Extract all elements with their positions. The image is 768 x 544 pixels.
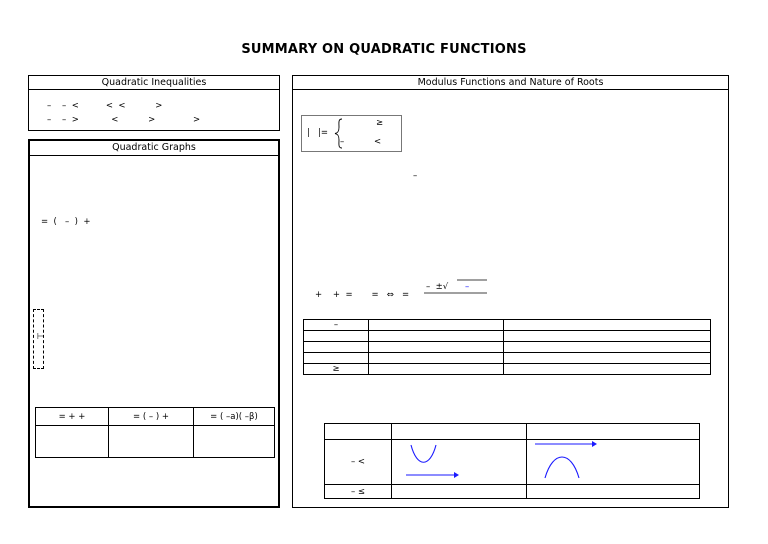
roots-row-5-col-1: ≥ xyxy=(304,364,369,375)
lone-dash: – xyxy=(413,171,418,181)
roots-row-2-col-1 xyxy=(304,331,369,342)
roots-row-4-col-1 xyxy=(304,353,369,364)
upward-parabola-icon xyxy=(392,440,526,484)
modulus-panel xyxy=(292,75,729,508)
roots-row-5-col-2 xyxy=(369,364,504,375)
roots-row-2-col-2 xyxy=(369,331,504,342)
shape-row-2-col-2 xyxy=(392,485,527,499)
piecewise-box xyxy=(301,115,402,152)
graphs-panel xyxy=(28,139,280,508)
form-cell-factored xyxy=(194,426,275,458)
shape-row-2-label: – ≤ xyxy=(325,485,392,499)
shape-row-1-upward xyxy=(392,440,527,485)
vertex-form-text: = ( – ) + xyxy=(41,217,91,227)
page-title: SUMMARY ON QUADRATIC FUNCTIONS xyxy=(241,42,527,57)
inequality-line-2: – – > < > > xyxy=(47,115,201,125)
piecewise-case-2: – < xyxy=(340,137,382,147)
shape-row-2-col-3 xyxy=(527,485,700,499)
shape-row-1-downward xyxy=(527,440,700,485)
roots-row-1-col-3 xyxy=(504,320,711,331)
shape-header-3 xyxy=(527,424,700,440)
roots-row-3-col-2 xyxy=(369,342,504,353)
roots-row-1-col-1: – xyxy=(304,320,369,331)
graph-forms-table xyxy=(35,407,275,458)
roots-row-4-col-3 xyxy=(504,353,711,364)
form-cell-general xyxy=(36,426,109,458)
inequalities-heading: Quadratic Inequalities xyxy=(29,76,279,90)
dashed-bracket-box xyxy=(33,309,44,369)
roots-row-3-col-1 xyxy=(304,342,369,353)
piecewise-case-1: ≥ xyxy=(376,118,384,128)
curve-shape-table xyxy=(324,423,700,499)
modulus-heading: Modulus Functions and Nature of Roots xyxy=(293,76,728,90)
form-header-vertex: = ( – ) + xyxy=(109,408,194,426)
form-cell-vertex xyxy=(109,426,194,458)
quadratic-equation-text: + + = = ⇔ = xyxy=(315,290,410,300)
form-header-factored: = ( –a)( –β) xyxy=(194,408,275,426)
formula-fraction-bar xyxy=(423,279,488,295)
shape-header-2 xyxy=(392,424,527,440)
form-header-general: = + + xyxy=(36,408,109,426)
roots-row-5-col-3 xyxy=(504,364,711,375)
inequalities-panel xyxy=(28,75,280,131)
bracket-tick: ⊢ xyxy=(37,332,45,342)
roots-row-4-col-2 xyxy=(369,353,504,364)
downward-parabola-icon xyxy=(527,440,697,484)
inequality-line-1: – – < < < > xyxy=(47,101,163,111)
roots-row-1-col-2 xyxy=(369,320,504,331)
shape-header-1 xyxy=(325,424,392,440)
formula-numerator: – ±√ xyxy=(426,282,449,292)
formula-sqrt-term: – xyxy=(465,282,470,292)
graphs-heading: Quadratic Graphs xyxy=(30,141,278,156)
roots-row-2-col-3 xyxy=(504,331,711,342)
roots-row-3-col-3 xyxy=(504,342,711,353)
nature-of-roots-table xyxy=(303,319,711,375)
shape-row-1-label: – < xyxy=(325,440,392,485)
piecewise-lhs: | |= xyxy=(307,128,328,138)
